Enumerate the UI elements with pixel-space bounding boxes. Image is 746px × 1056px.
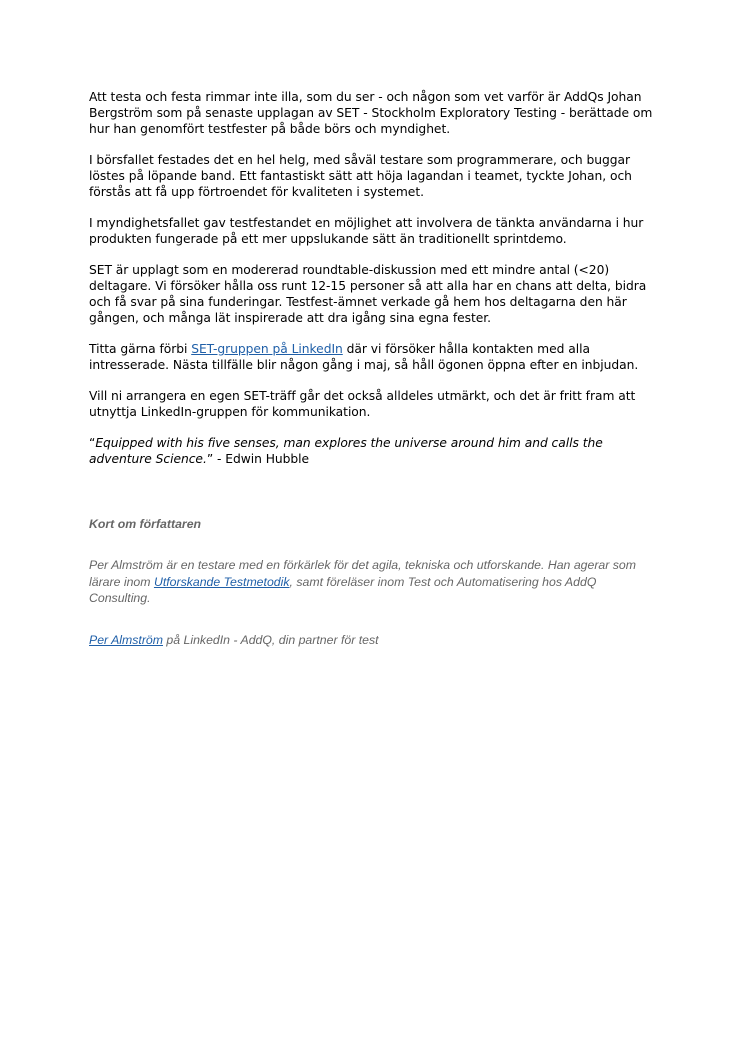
author-linkedin-link[interactable]: Per Almström [89, 632, 164, 647]
author-bio-text: Per Almström är en testare med en förkärlek för det agila, tekniska och utforskande. Han agerar som lärare inom [89, 558, 637, 589]
document-page [89, 89, 659, 648]
paragraph-linkedin-group [89, 341, 659, 373]
paragraph-text: där vi försöker hålla kontakten med alla intresserade. Nästa tillfälle blir någon gång i maj, så håll ögonen öppna efter en inbjudan. [89, 342, 639, 372]
quote-text: Equipped with his five senses, man explores the universe around him and calls the adventure Science. [89, 436, 603, 466]
set-linkedin-group-link[interactable]: SET-gruppen på LinkedIn [191, 342, 343, 356]
paragraph-intro: Att testa och festa rimmar inte illa, som du ser - och någon som vet varför är AddQs Johan Bergström som på senaste upplagan av SET - Stockholm Exploratory Testing - berättade om hur han genomfört testfester på både börs och myndighet. [89, 90, 653, 136]
author-bio [89, 557, 659, 607]
paragraph-stock-exchange: I börsfallet festades det en hel helg, med såväl testare som programmerare, och buggar löstes på löpande band. Ett fantastiskt sätt att höja lagandan i teamet, tyckte Johan, och förstås att få upp förtroendet för kvaliteten i systemet. [89, 153, 632, 199]
quote [89, 435, 659, 467]
paragraph-text: Titta gärna förbi [89, 342, 192, 356]
author-links [89, 632, 659, 648]
author-heading: Kort om författaren [89, 517, 202, 531]
paragraph-arrange-meetup: Vill ni arrangera en egen SET-träff går det också alldeles utmärkt, och det är fritt fram att utnyttja LinkedIn-gruppen för kommunikation. [89, 389, 636, 419]
paragraph-set-format: SET är upplagt som en modererad roundtable-diskussion med ett mindre antal (<20) deltagare. Vi försöker hålla oss runt 12-15 personer så att alla har en chans att delta, bidra och få svar på sina funderingar. Testfest-ämnet verkade gå hem hos deltagarna den här gången, och många lät inspirerade att dra igång sina egna fester. [89, 263, 647, 325]
quote-attribution: ” - Edwin Hubble [206, 452, 310, 466]
author-section [89, 516, 659, 648]
author-links-text: på LinkedIn - AddQ, din partner för test [163, 632, 379, 647]
quote-open-mark: “ [89, 436, 96, 450]
author-bio-text: , samt föreläser inom Test och Automatisering hos AddQ Consulting. [89, 574, 597, 605]
paragraph-authority: I myndighetsfallet gav testfestandet en möjlighet att involvera de tänkta användarna i hur produkten fungerade på ett mer uppslukande sätt än traditionellt sprintdemo. [89, 216, 644, 246]
exploratory-testing-course-link[interactable]: Utforskande Testmetodik [153, 574, 290, 589]
